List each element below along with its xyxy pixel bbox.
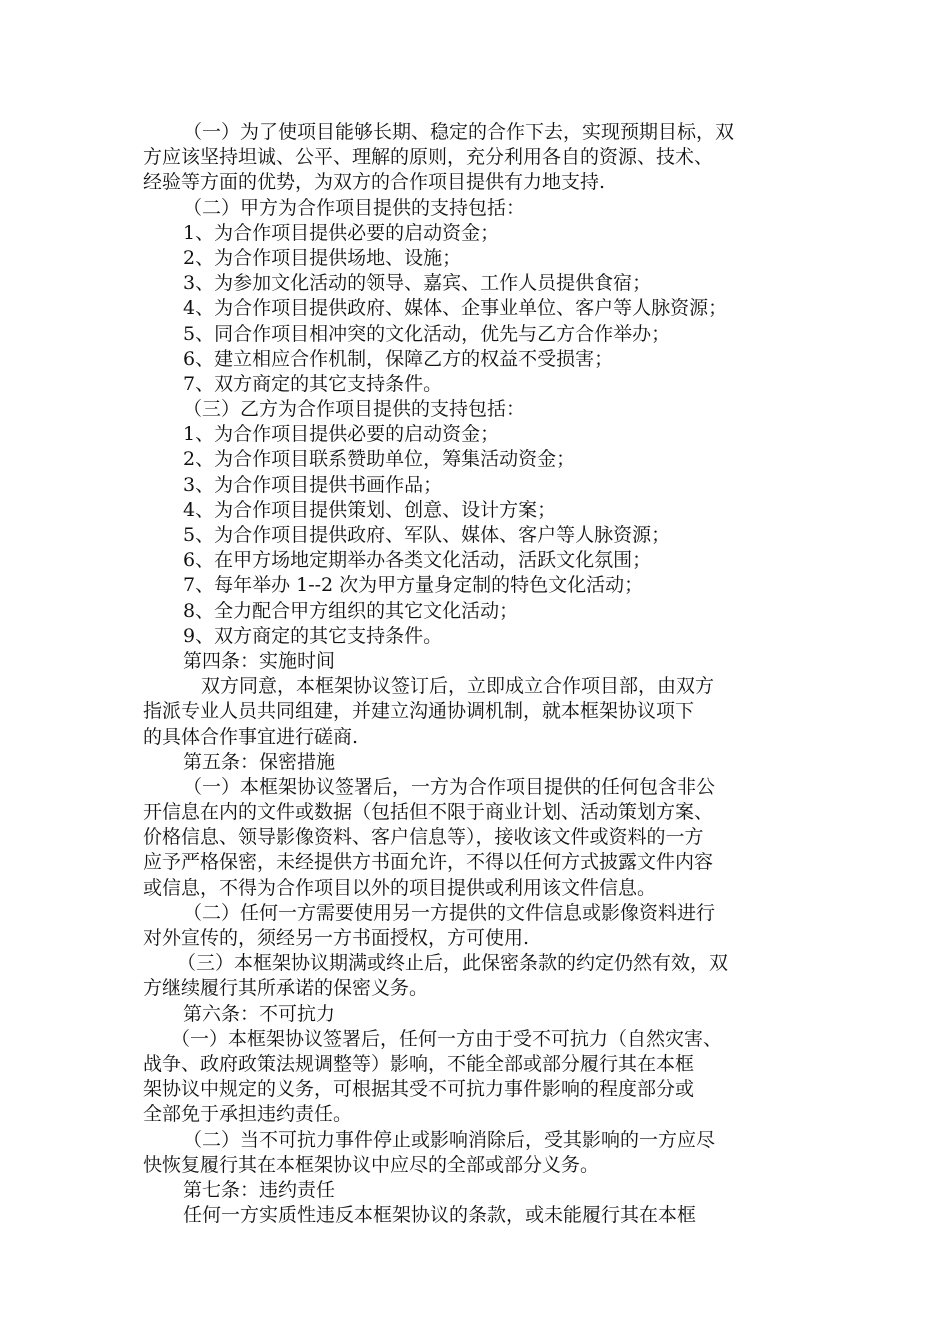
text-line: （三）乙方为合作项目提供的支持包括：	[183, 398, 526, 421]
text-line: 指派专业人员共同组建，并建立沟通协调机制，就本框架协议项下	[143, 700, 695, 723]
text-line: 或信息，不得为合作项目以外的项目提供或利用该文件信息。	[143, 876, 657, 899]
text-line: 4、为合作项目提供政府、媒体、企事业单位、客户等人脉资源；	[183, 297, 728, 320]
document-page	[143, 120, 808, 1228]
text-line: 价格信息、领导影像资料、客户信息等），接收该文件或资料的一方	[143, 826, 704, 849]
text-line: 战争、政府政策法规调整等）影响，不能全部或部分履行其在本框	[143, 1052, 695, 1075]
text-line: 6、在甲方场地定期举办各类文化活动，活跃文化氛围；	[183, 549, 652, 572]
text-line: 方应该坚持坦诚、公平、理解的原则，充分利用各自的资源、技术、	[143, 146, 714, 169]
text-line: 第七条：违约责任	[183, 1178, 336, 1201]
text-line: 3、为合作项目提供书画作品；	[183, 473, 443, 496]
text-line: 方继续履行其所承诺的保密义务。	[143, 977, 429, 1000]
text-line: 5、同合作项目相冲突的文化活动，优先与乙方合作举办；	[183, 322, 671, 345]
text-line: （三）本框架协议期满或终止后，此保密条款的约定仍然有效，双	[177, 952, 729, 975]
text-line: （一）为了使项目能够长期、稳定的合作下去，实现预期目标，双	[183, 121, 735, 143]
text-line: 9、双方商定的其它支持条件。	[183, 624, 443, 647]
text-line: 快恢复履行其在本框架协议中应尽的全部或部分义务。	[143, 1153, 600, 1176]
text-line: 7、每年举办 1--2 次为甲方量身定制的特色文化活动；	[183, 574, 644, 597]
text-line: 的具体合作事宜进行磋商.	[143, 725, 359, 748]
text-line: （二）任何一方需要使用另一方提供的文件信息或影像资料进行	[183, 901, 716, 924]
text-line: （二）甲方为合作项目提供的支持包括：	[183, 196, 526, 219]
text-line: 8、全力配合甲方组织的其它文化活动；	[183, 599, 519, 622]
text-line: 经验等方面的优势，为双方的合作项目提供有力地支持.	[143, 171, 606, 194]
text-line: 开信息在内的文件或数据（包括但不限于商业计划、活动策划方案、	[143, 801, 714, 824]
text-line: 2、为合作项目提供场地、设施；	[183, 246, 462, 269]
text-line: 2、为合作项目联系赞助单位，筹集活动资金；	[183, 448, 576, 471]
text-line: 任何一方实质性违反本框架协议的条款，或未能履行其在本框	[183, 1204, 697, 1227]
text-line: 对外宣传的，须经另一方书面授权，方可使用.	[143, 927, 530, 949]
text-line: 应予严格保密，未经提供方书面允许，不得以任何方式披露文件内容	[143, 851, 714, 874]
text-line: （一）本框架协议签署后，一方为合作项目提供的任何包含非公	[183, 775, 716, 798]
text-line: 4、为合作项目提供策划、创意、设计方案；	[183, 498, 557, 521]
text-line: 7、双方商定的其它支持条件。	[183, 372, 443, 395]
text-line: 全部免于承担违约责任。	[143, 1103, 353, 1126]
text-line: 双方同意，本框架协议签订后，立即成立合作项目部，由双方	[201, 675, 715, 698]
text-line: 1、为合作项目提供必要的启动资金；	[183, 221, 500, 244]
text-line: 5、为合作项目提供政府、军队、媒体、客户等人脉资源；	[183, 524, 671, 546]
text-line: （二）当不可抗力事件停止或影响消除后，受其影响的一方应尽	[183, 1128, 716, 1151]
text-line: 第五条：保密措施	[183, 750, 336, 773]
text-line: 1、为合作项目提供必要的启动资金；	[183, 423, 500, 446]
text-line: 3、为参加文化活动的领导、嘉宾、工作人员提供食宿；	[183, 272, 652, 295]
text-line: 第四条：实施时间	[183, 649, 336, 672]
text-line: 第六条：不可抗力	[183, 1002, 336, 1025]
text-line: （一）本框架协议签署后，任何一方由于受不可抗力（自然灾害、	[171, 1027, 723, 1050]
text-line: 架协议中规定的义务，可根据其受不可抗力事件影响的程度部分或	[143, 1078, 695, 1101]
text-line: 6、建立相应合作机制，保障乙方的权益不受损害；	[183, 347, 614, 370]
